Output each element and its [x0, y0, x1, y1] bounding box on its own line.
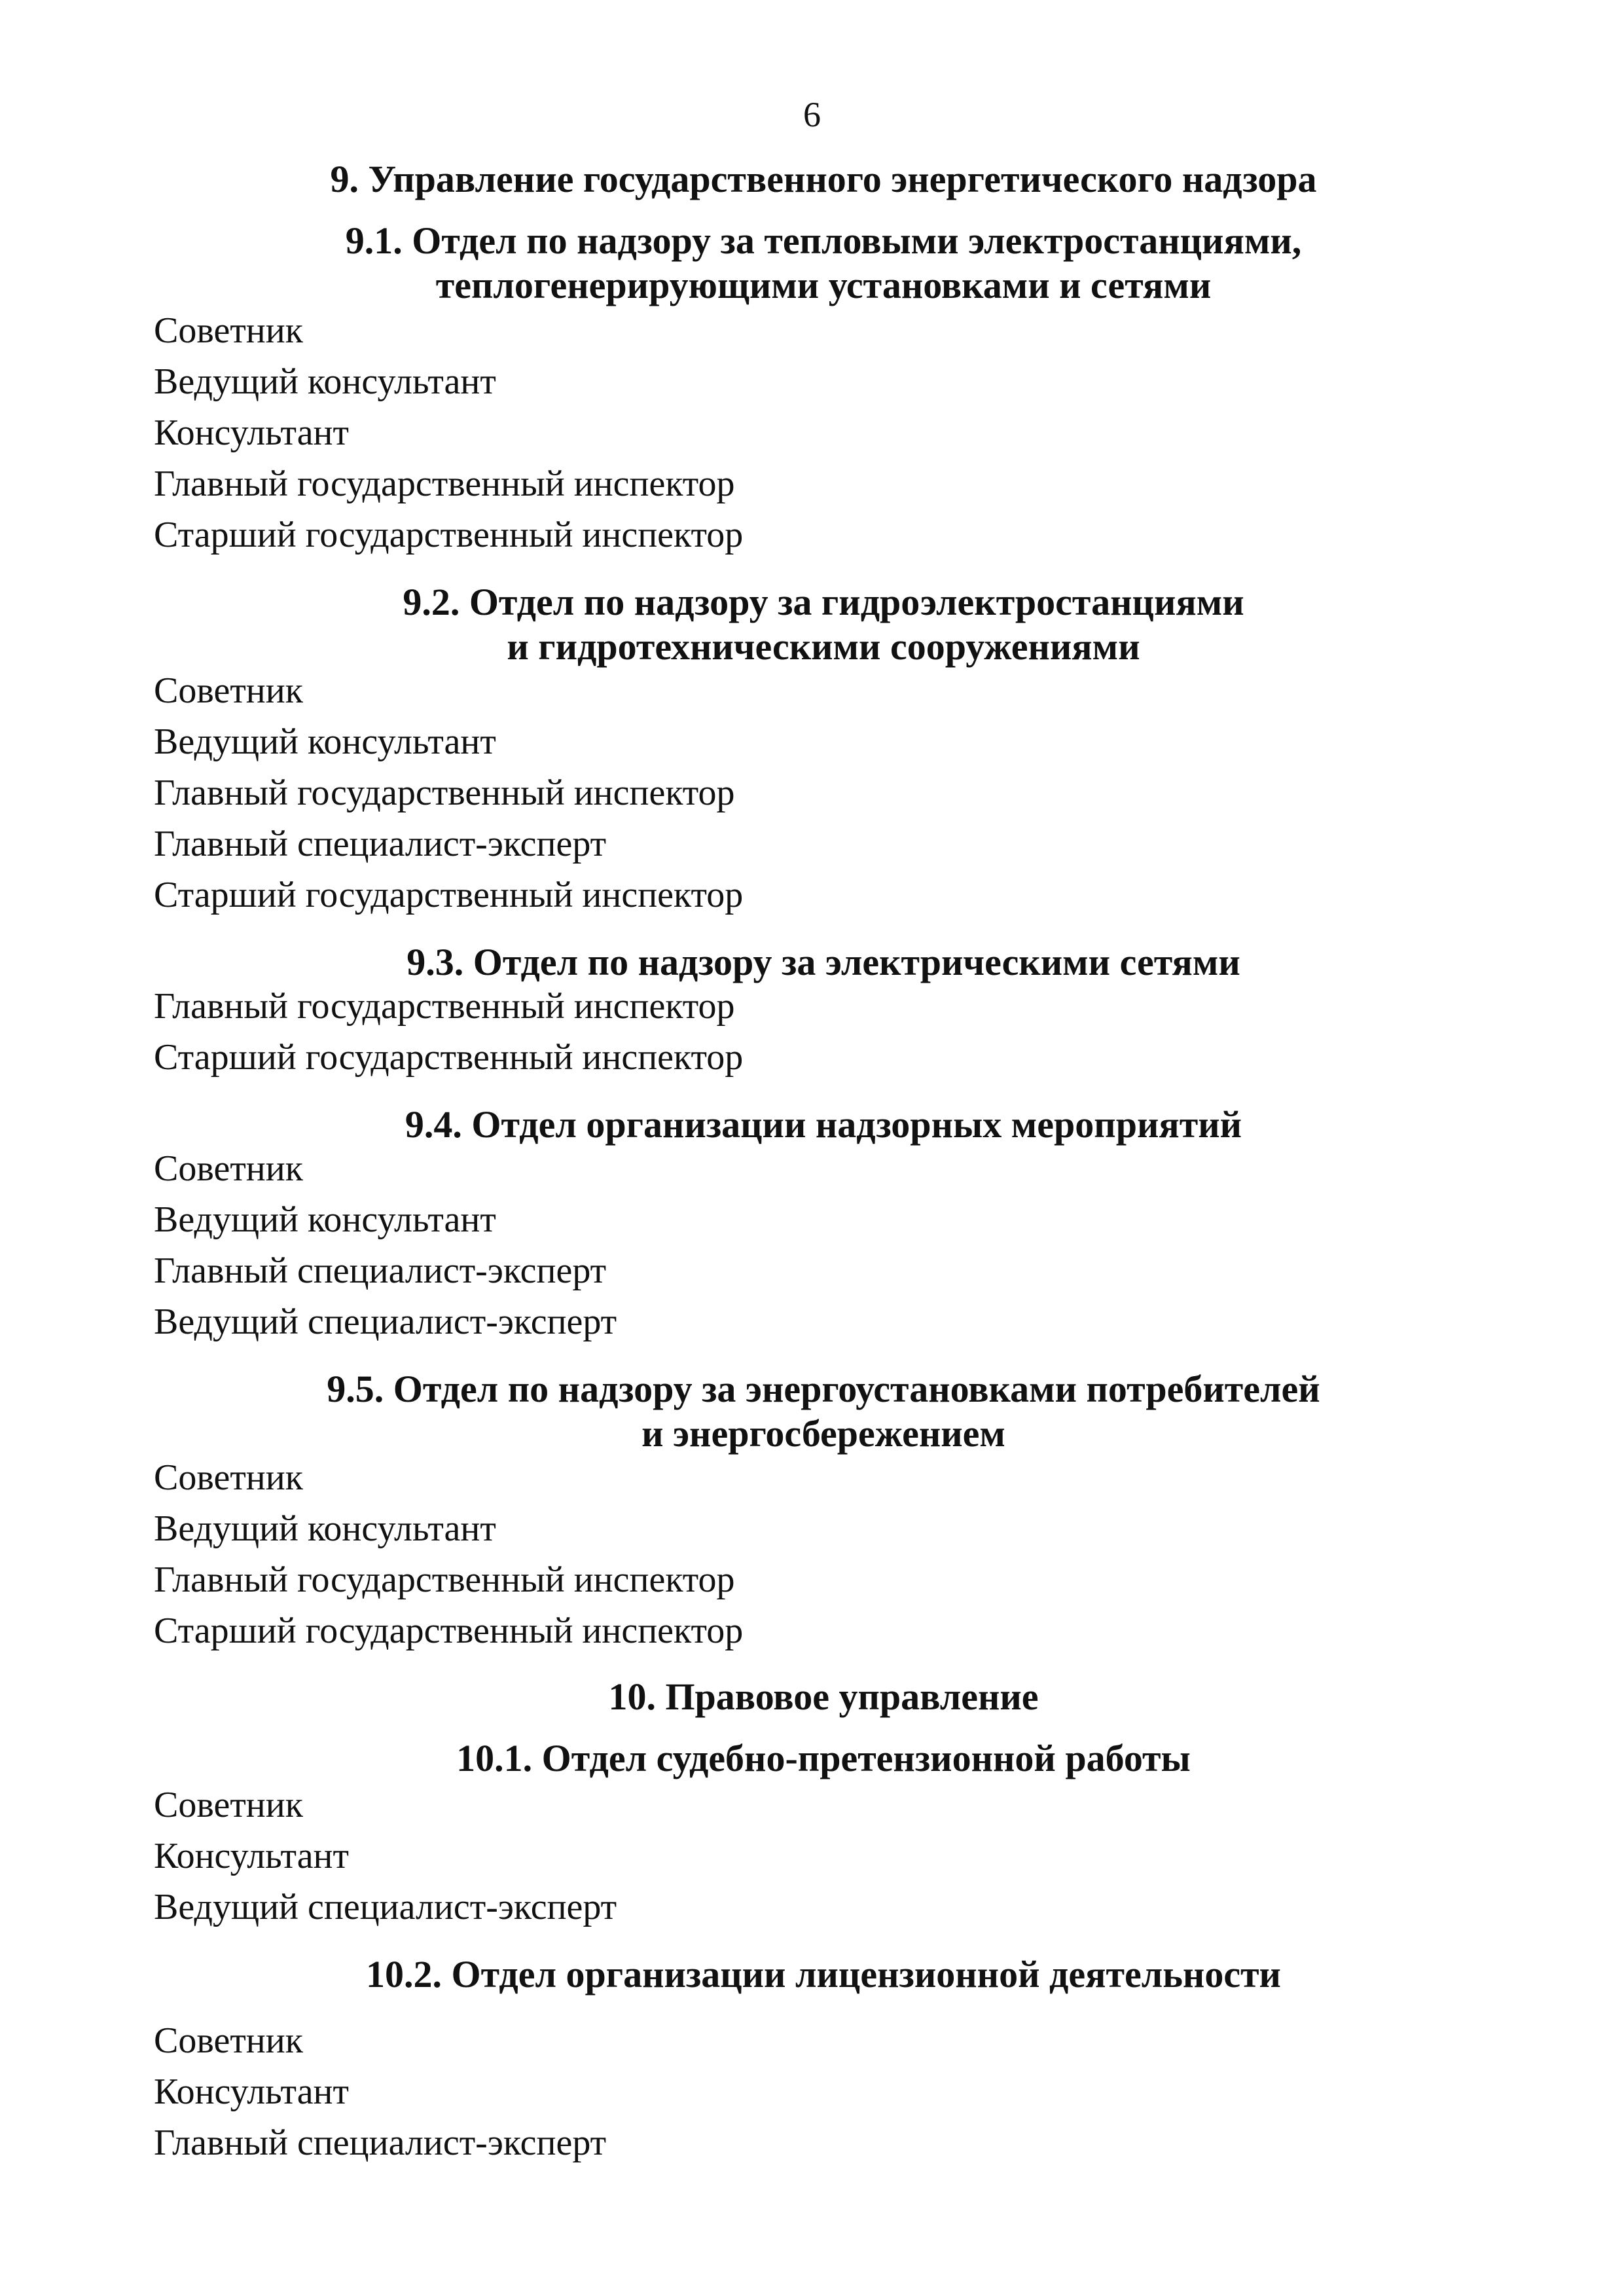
list-item: Консультант — [154, 2071, 349, 2112]
section-9-1-title-line1: 9.1. Отдел по надзору за тепловыми электростанциями, — [345, 219, 1302, 262]
list-item: Старший государственный инспектор — [154, 875, 744, 915]
section-9-3-title: 9.3. Отдел по надзору за электрическими сетями — [406, 941, 1240, 983]
list-item: Советник — [154, 1457, 303, 1498]
list-item: Главный специалист-эксперт — [154, 824, 607, 864]
list-item: Советник — [154, 1148, 303, 1189]
section-9-1-title-line2: теплогенерирующими установками и сетями — [435, 264, 1212, 306]
section-9-5-title-line2: и энергосбережением — [641, 1412, 1005, 1455]
list-item: Главный государственный инспектор — [154, 773, 735, 813]
list-item: Ведущий специалист-эксперт — [154, 1302, 617, 1342]
section-9-5-title-line1: 9.5. Отдел по надзору за энергоустановками потребителей — [327, 1368, 1320, 1410]
section-10-1-title: 10.1. Отдел судебно-претензионной работы — [456, 1737, 1191, 1779]
list-item: Ведущий консультант — [154, 721, 496, 762]
list-item: Советник — [154, 670, 303, 711]
list-item: Советник — [154, 2020, 303, 2061]
list-item: Советник — [154, 310, 303, 351]
section-10-title: 10. Правовое управление — [608, 1675, 1039, 1718]
section-9-4-title: 9.4. Отдел организации надзорных мероприятий — [405, 1103, 1242, 1146]
list-item: Консультант — [154, 412, 349, 453]
list-item: Ведущий консультант — [154, 361, 496, 402]
list-item: Старший государственный инспектор — [154, 515, 744, 555]
section-9-2-title-line2: и гидротехническими сооружениями — [507, 625, 1140, 668]
page-number: 6 — [803, 95, 821, 134]
list-item: Советник — [154, 1785, 303, 1825]
list-item: Главный специалист-эксперт — [154, 1250, 607, 1291]
list-item: Главный государственный инспектор — [154, 986, 735, 1027]
list-item: Ведущий консультант — [154, 1199, 496, 1240]
list-item: Ведущий консультант — [154, 1508, 496, 1549]
list-item: Консультант — [154, 1836, 349, 1876]
list-item: Главный государственный инспектор — [154, 1559, 735, 1600]
section-9-title: 9. Управление государственного энергетического надзора — [330, 158, 1317, 200]
list-item: Старший государственный инспектор — [154, 1037, 744, 1078]
list-item: Старший государственный инспектор — [154, 1611, 744, 1651]
section-10-2-title: 10.2. Отдел организации лицензионной деятельности — [366, 1953, 1281, 1995]
list-item: Главный специалист-эксперт — [154, 2123, 607, 2163]
list-item: Главный государственный инспектор — [154, 464, 735, 504]
list-item: Ведущий специалист-эксперт — [154, 1887, 617, 1927]
section-9-2-title-line1: 9.2. Отдел по надзору за гидроэлектростанциями — [403, 581, 1244, 623]
